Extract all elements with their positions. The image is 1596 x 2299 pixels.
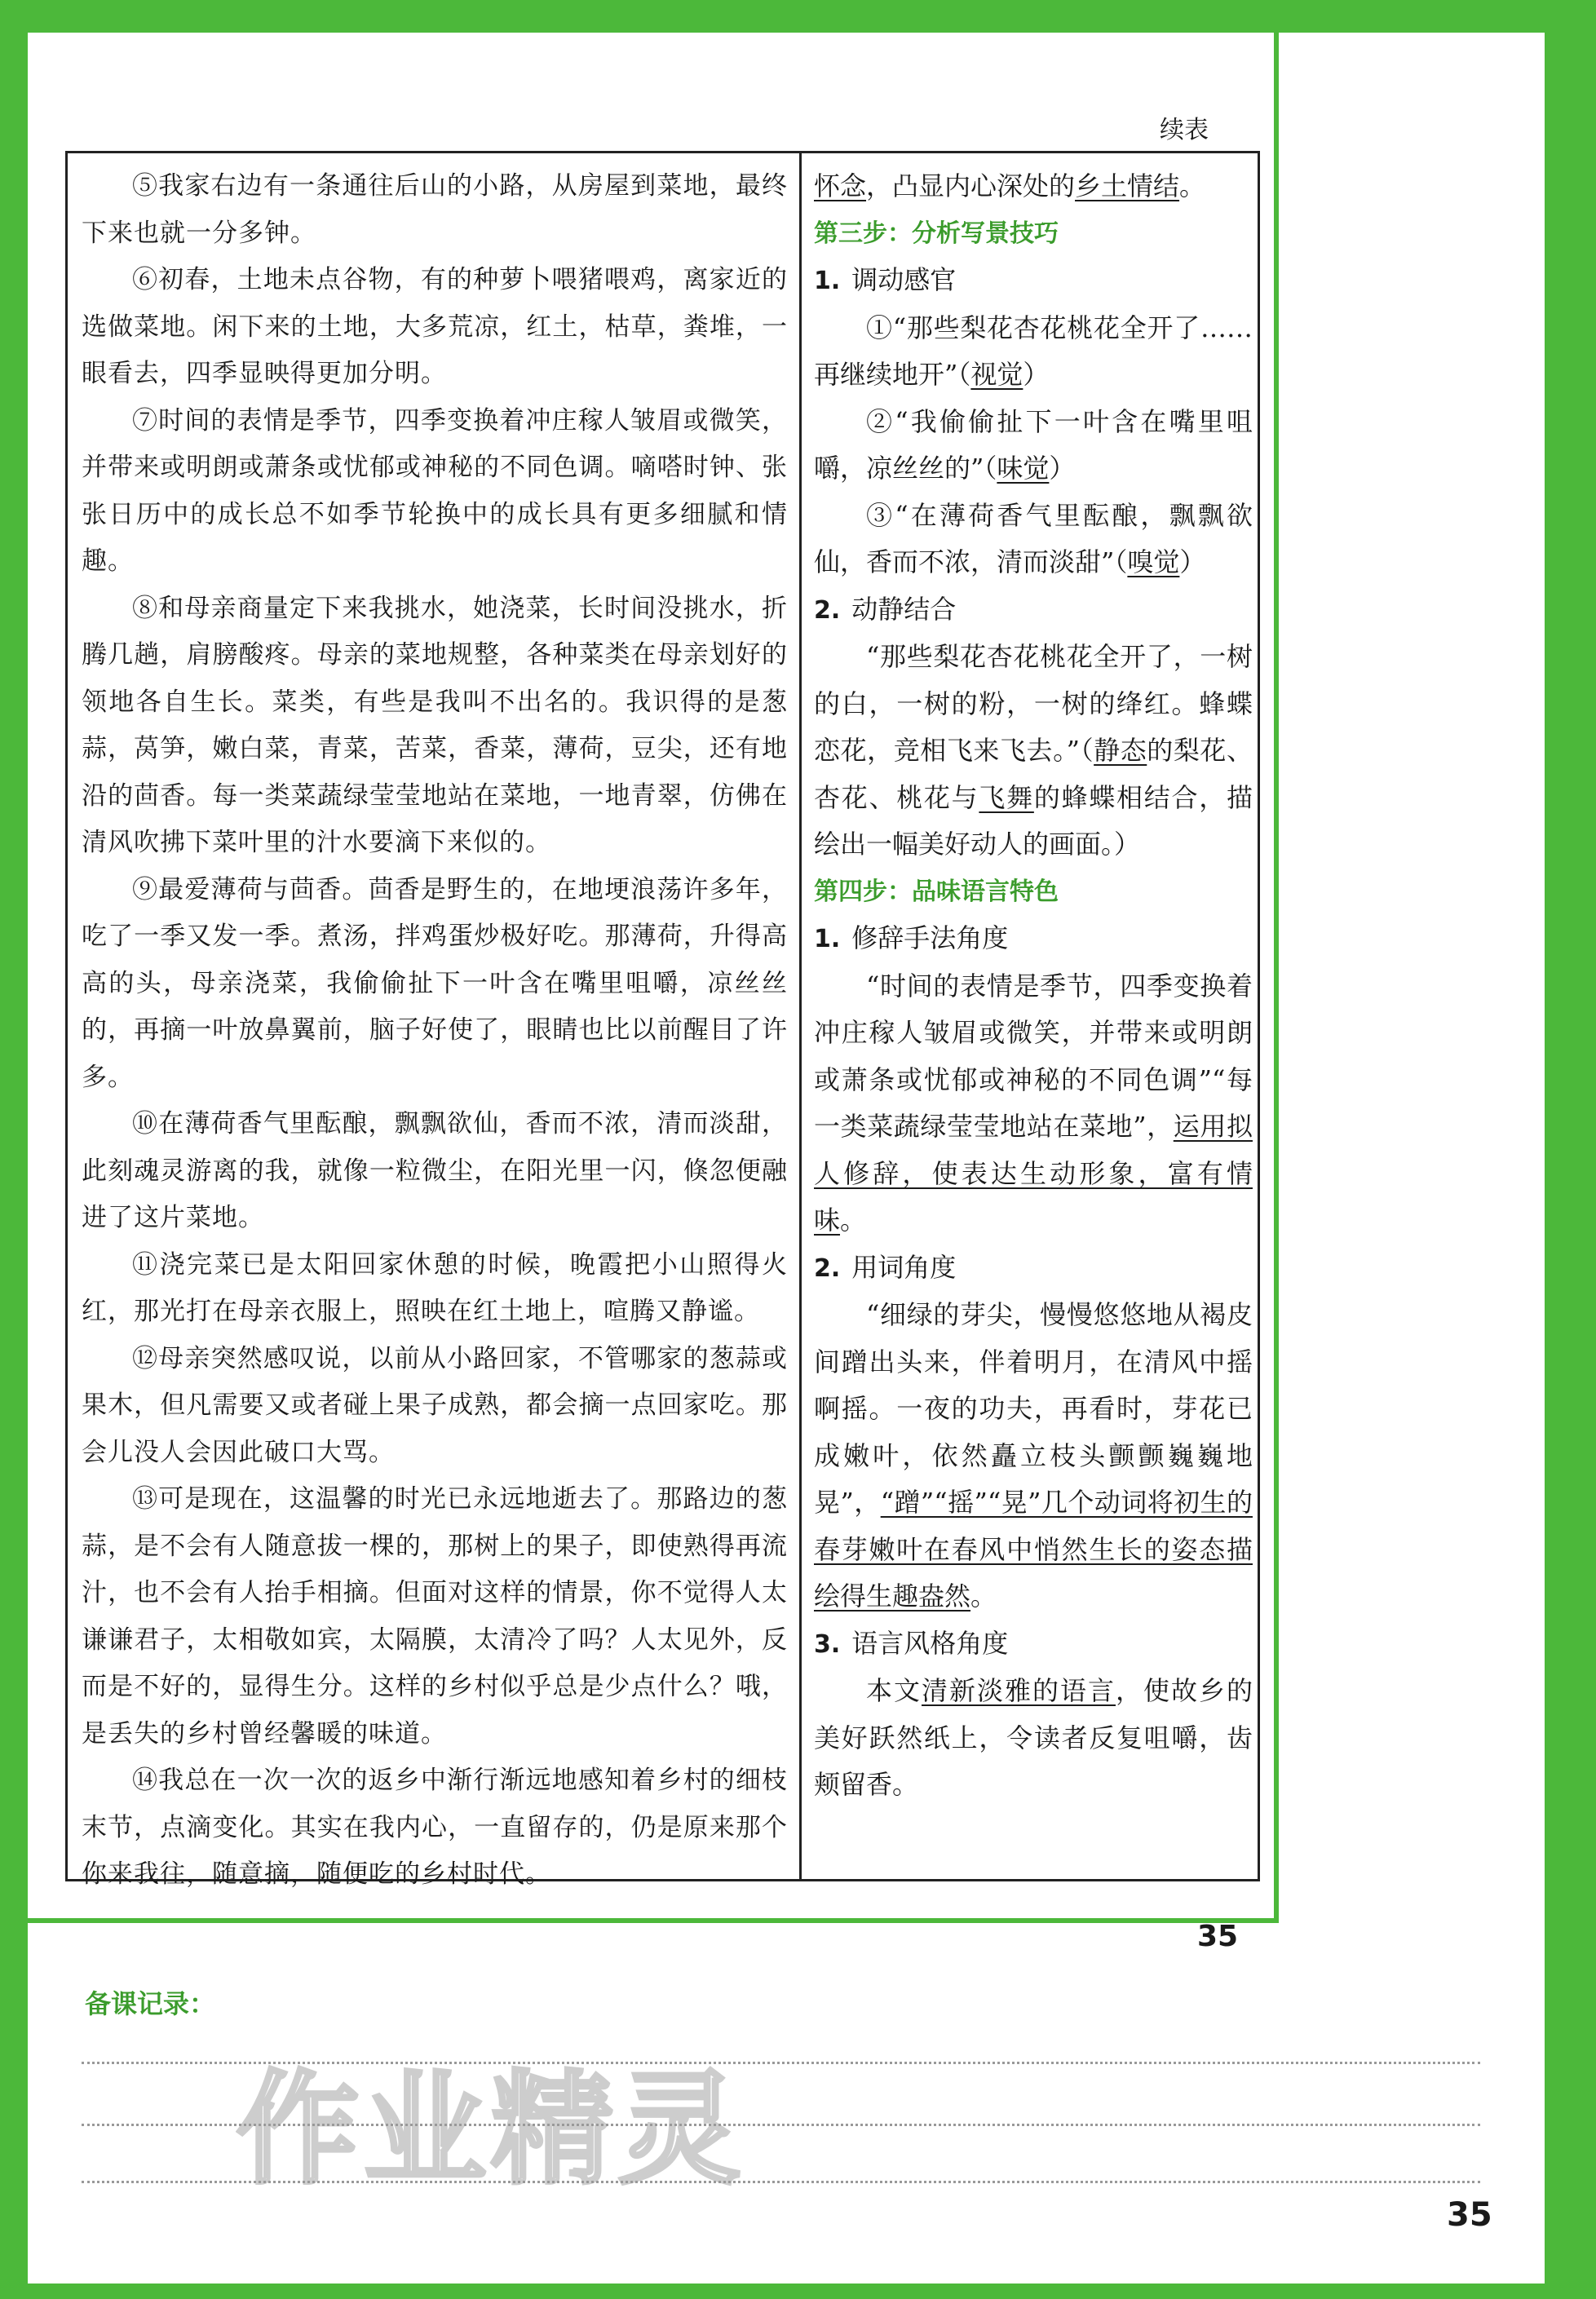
article-paragraph: ⑨最爱薄荷与茴香。茴香是野生的，在地埂浪荡许多年，吃了一季又发一季。煮汤，拌鸡蛋炒极好吃。那薄荷，升得高高的头，母亲浇菜，我偷偷扯下一叶含在嘴里咀嚼，凉丝丝的，再摘一叶放鼻翼前，脑子好使了，眼睛也比以前醒目了许多。 <box>82 874 788 1092</box>
article-paragraph: ⑭我总在一次一次的返乡中渐行渐远地感知着乡村的细枝末节，点滴变化。其实在我内心，一直留存的，仍是原来那个你来我往，随意摘，随便吃的乡村时代。 <box>82 1766 788 1889</box>
quote-text: ②“我偷偷扯下一叶含在嘴里咀嚼，凉丝丝的”（ <box>814 405 1253 484</box>
analysis-text: 。 <box>1179 170 1206 201</box>
notes-line <box>82 2124 1480 2126</box>
quote-text: 。 <box>840 1205 867 1236</box>
quote-text: 的蜂蝶相结合，描绘出一幅美好动人的画面。） <box>814 781 1253 860</box>
quote-item <box>814 399 1253 493</box>
item-number: 1. <box>814 267 841 295</box>
answer-underline: 怀念 <box>814 170 867 201</box>
item-title: 动静结合 <box>851 593 957 625</box>
item-title: 修辞手法角度 <box>851 922 1009 953</box>
article-paragraph: ⑥初春，土地未点谷物，有的种萝卜喂猪喂鸡，离家近的选做菜地。闲下来的土地，大多荒凉，红土，枯草，粪堆，一眼看去，四季显映得更加分明。 <box>82 265 788 388</box>
quote-text: “那些梨花杏花桃花全开了，一树的白，一树的粉，一树的绛红。蜂蝶恋花，竞相飞来飞去。”（ <box>814 641 1253 766</box>
item-number: 2. <box>814 1253 841 1283</box>
answer-underline: 乡土情结 <box>1075 170 1180 201</box>
quote-item <box>814 493 1253 586</box>
analysis-intro <box>814 163 1253 210</box>
quote-text: “时间的表情是季节，四季变换着冲庄稼人皱眉或微笑，并带来或明朗或萧条或忧郁或神秘的不同色调”“每一类菜蔬绿莹莹地站在菜地”， <box>814 970 1253 1142</box>
analysis-text: ，凸显内心深处的 <box>866 170 1076 201</box>
page-number-outer: 35 <box>1447 2196 1492 2234</box>
answer-underline: 视觉 <box>970 359 1023 390</box>
article-paragraph: ⑦时间的表情是季节，四季变换着冲庄稼人皱眉或微笑，并带来或明朗或萧条或忧郁或神秘的不同色调。嘀嗒时钟、张张日历中的成长总不如季节轮换中的成长具有更多细腻和情趣。 <box>82 405 788 576</box>
quote-item <box>814 1292 1253 1620</box>
article-paragraph: ⑬可是现在，这温馨的时光已永远地逝去了。那路边的葱蒜，是不会有人随意拔一棵的，那树上的果子，即使熟得再流汁，也不会有人抬手相摘。但面对这样的情景，你不觉得人太谦谦君子，太相敬如宾，太隔膜，太清冷了吗？人太见外，反而是不好的，显得生分。这样的乡村似乎总是少点什么？哦，是丢失的乡村曾经馨暖的味道。 <box>82 1484 788 1749</box>
quote-text: ） <box>1179 546 1206 577</box>
article-paragraph: ⑧和母亲商量定下来我挑水，她浇菜，长时间没挑水，折腾几趟，肩膀酸疼。母亲的菜地规整，各种菜类在母亲划好的领地各自生长。菜类，有些是我叫不出名的。我识得的是葱蒜，莴笋，嫩白菜，青菜，苦菜，香菜，薄荷，豆尖，还有地沿的茴香。每一类菜蔬绿莹莹地站在菜地，一地青翠，仿佛在清风吹拂下菜叶里的汁水要滴下来似的。 <box>82 593 788 857</box>
article-paragraph: ⑫母亲突然感叹说，以前从小路回家，不管哪家的葱蒜或果木，但凡需要又或者碰上果子成熟，都会摘一点回家吃。那会儿没人会因此破口大骂。 <box>82 1343 788 1467</box>
step-item <box>814 915 1253 963</box>
quote-text: 本文 <box>866 1675 922 1706</box>
answer-underline: 嗅觉 <box>1127 546 1180 577</box>
quote-text: ①“那些梨花杏花桃花全开了……再继续地开”（ <box>814 312 1253 390</box>
answer-underline: 飞舞 <box>979 781 1034 813</box>
lesson-notes-label: 备课记录： <box>85 1988 216 2019</box>
article-column <box>82 163 788 1899</box>
quote-text: ） <box>1023 359 1050 390</box>
quote-text: ，使故乡的美好跃然纸上，令读者反复咀嚼，齿颊留香。 <box>814 1675 1253 1800</box>
answer-underline: “蹭”“摇”“晃”几个动词将初生的春芽嫩叶在春风中悄然生长的姿态描绘得生趣盎然 <box>814 1487 1253 1612</box>
step-four-heading: 第四步：品味语言特色 <box>814 877 1059 906</box>
item-number: 1. <box>814 925 841 953</box>
article-paragraph: ⑤我家右边有一条通往后山的小路，从房屋到菜地，最终下来也就一分多钟。 <box>82 171 788 248</box>
item-title: 语言风格角度 <box>851 1627 1009 1659</box>
answer-underline: 清新淡雅的语言 <box>922 1675 1116 1706</box>
notes-line <box>82 2181 1480 2183</box>
item-title: 用词角度 <box>851 1251 957 1283</box>
quote-item <box>814 1668 1253 1809</box>
step-item <box>814 586 1253 634</box>
answer-underline: 味觉 <box>997 453 1050 484</box>
step-item <box>814 1620 1253 1669</box>
article-paragraph: ⑪浇完菜已是太阳回家休憩的时候，晚霞把小山照得火红，那光打在母亲衣服上，照映在红土地上，喧腾又静谧。 <box>82 1249 788 1326</box>
answer-underline: 静态 <box>1094 735 1147 766</box>
answer-underline: 运用拟人修辞，使表达生动形象，富有情味 <box>814 1111 1253 1236</box>
watermark: 作业精灵 <box>237 2059 746 2201</box>
article-paragraph: ⑩在薄荷香气里酝酿，飘飘欲仙，香而不浓，清而淡甜，此刻魂灵游离的我，就像一粒微尘，在阳光里一闪，倏忽便融进了这片菜地。 <box>82 1109 788 1232</box>
table-column-divider <box>799 151 802 1881</box>
item-number: 3. <box>814 1629 841 1659</box>
page-number-inner: 35 <box>1197 1920 1239 1953</box>
item-title: 调动感官 <box>851 264 957 295</box>
quote-text: ③“在薄荷香气里酝酿，飘飘欲仙，香而不浓，清而淡甜”（ <box>814 499 1253 577</box>
quote-text: 。 <box>970 1581 997 1612</box>
analysis-column <box>814 163 1253 1809</box>
step-item <box>814 257 1253 305</box>
quote-text: “细绿的芽尖，慢慢悠悠地从褐皮间蹭出头来，伴着明月，在清风中摇啊摇。一夜的功夫，再看时，芽花已成嫩叶，依然矗立枝头颤颤巍巍地晃”， <box>814 1299 1253 1518</box>
quote-item <box>814 963 1253 1245</box>
quote-item <box>814 305 1253 399</box>
quote-text: 的梨花、杏花、桃花与 <box>814 735 1253 813</box>
continued-table-label: 续表 <box>1160 116 1209 144</box>
step-item <box>814 1245 1253 1293</box>
notes-line <box>82 2062 1480 2064</box>
item-number: 2. <box>814 595 841 625</box>
quote-item <box>814 634 1253 869</box>
step-three-heading: 第三步：分析写景技巧 <box>814 219 1059 248</box>
quote-text: ） <box>1049 453 1076 484</box>
